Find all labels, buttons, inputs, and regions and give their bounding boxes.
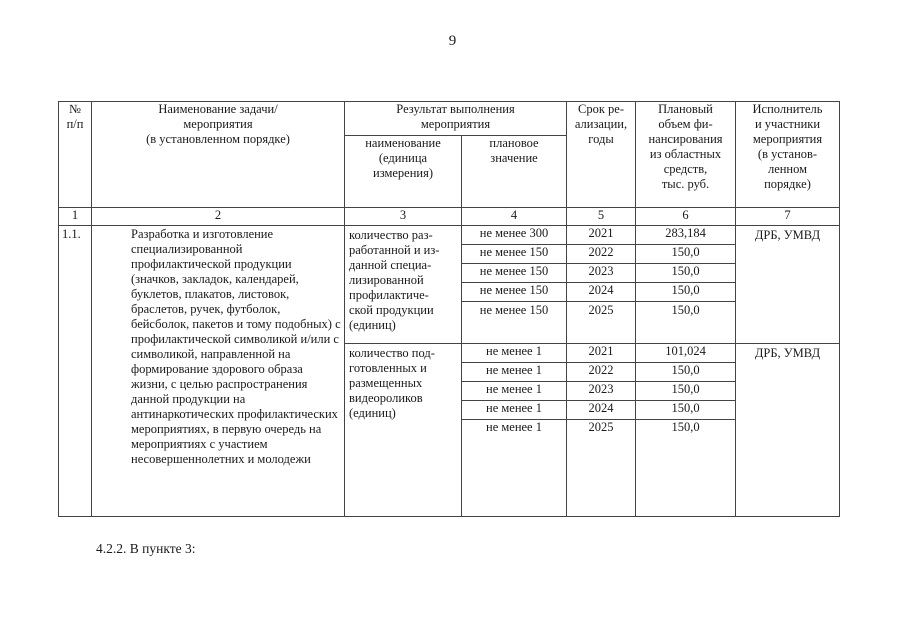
header-result-plan: плановое значение	[462, 136, 567, 208]
plan-value: не менее 150	[462, 283, 567, 302]
year: 2024	[567, 401, 636, 420]
finance-value: 150,0	[636, 420, 736, 439]
footer-paragraph: 4.2.2. В пункте 3:	[96, 541, 196, 556]
executor: ДРБ, УМВД	[736, 344, 840, 517]
page-number: 9	[448, 33, 457, 49]
result-name: количество под- готовленных и размещенных видеороликов (единиц)	[345, 344, 462, 517]
finance-value: 150,0	[636, 382, 736, 401]
column-number: 2	[92, 208, 345, 226]
plan-value: не менее 1	[462, 363, 567, 382]
finance-value: 150,0	[636, 302, 736, 344]
activities-table	[58, 101, 840, 517]
header-executor: Исполнитель и участники мероприятия (в установ- ленном порядке)	[736, 102, 840, 208]
table-row	[59, 226, 840, 245]
empty-cell	[567, 438, 636, 516]
column-number: 7	[736, 208, 840, 226]
column-number: 6	[636, 208, 736, 226]
column-number: 4	[462, 208, 567, 226]
column-number: 1	[59, 208, 92, 226]
header-result: Результат выполнения мероприятия	[345, 102, 567, 136]
finance-value: 101,024	[636, 344, 736, 363]
year: 2022	[567, 245, 636, 264]
result-name: количество раз- работанной и из- данной специа- лизированной профилактиче- ской продукции (единиц)	[345, 226, 462, 344]
plan-value: не менее 1	[462, 382, 567, 401]
header-task: Наименование задачи/ мероприятия (в установленном порядке)	[92, 102, 345, 208]
empty-cell	[462, 438, 567, 516]
row-number: 1.1.	[59, 226, 92, 517]
year: 2025	[567, 302, 636, 344]
header-finance: Плановый объем фи- нансирования из областных средств, тыс. руб.	[636, 102, 736, 208]
year: 2021	[567, 344, 636, 363]
finance-value: 150,0	[636, 363, 736, 382]
finance-value: 150,0	[636, 264, 736, 283]
finance-value: 150,0	[636, 401, 736, 420]
year: 2021	[567, 226, 636, 245]
plan-value: не менее 150	[462, 264, 567, 283]
finance-value: 150,0	[636, 245, 736, 264]
plan-value: не менее 1	[462, 344, 567, 363]
plan-value: не менее 300	[462, 226, 567, 245]
plan-value: не менее 150	[462, 245, 567, 264]
header-num: № п/п	[59, 102, 92, 208]
task-description: Разработка и изготовление специализированной профилактической продукции (значков, закладок, календарей, буклетов, плакатов, листовок, браслетов, ручек, футболок, бейсболок, пакетов и тому подобных) с профилактической символикой и/или с символикой, направленной на формирование здорового образа жизни, с целью распространения данной продукции на антинаркотических профилактических мероприятиях, в первую очередь на мероприятиях с участием несовершеннолетних и молодежи	[92, 226, 345, 517]
empty-cell	[636, 438, 736, 516]
year: 2024	[567, 283, 636, 302]
year: 2023	[567, 382, 636, 401]
executor: ДРБ, УМВД	[736, 226, 840, 344]
finance-value: 283,184	[636, 226, 736, 245]
column-number: 3	[345, 208, 462, 226]
header-result-name: наименование (единица измерения)	[345, 136, 462, 208]
year: 2025	[567, 420, 636, 439]
year: 2022	[567, 363, 636, 382]
year: 2023	[567, 264, 636, 283]
plan-value: не менее 1	[462, 420, 567, 439]
finance-value: 150,0	[636, 283, 736, 302]
column-number: 5	[567, 208, 636, 226]
plan-value: не менее 1	[462, 401, 567, 420]
plan-value: не менее 150	[462, 302, 567, 344]
header-term: Срок ре- ализации, годы	[567, 102, 636, 208]
